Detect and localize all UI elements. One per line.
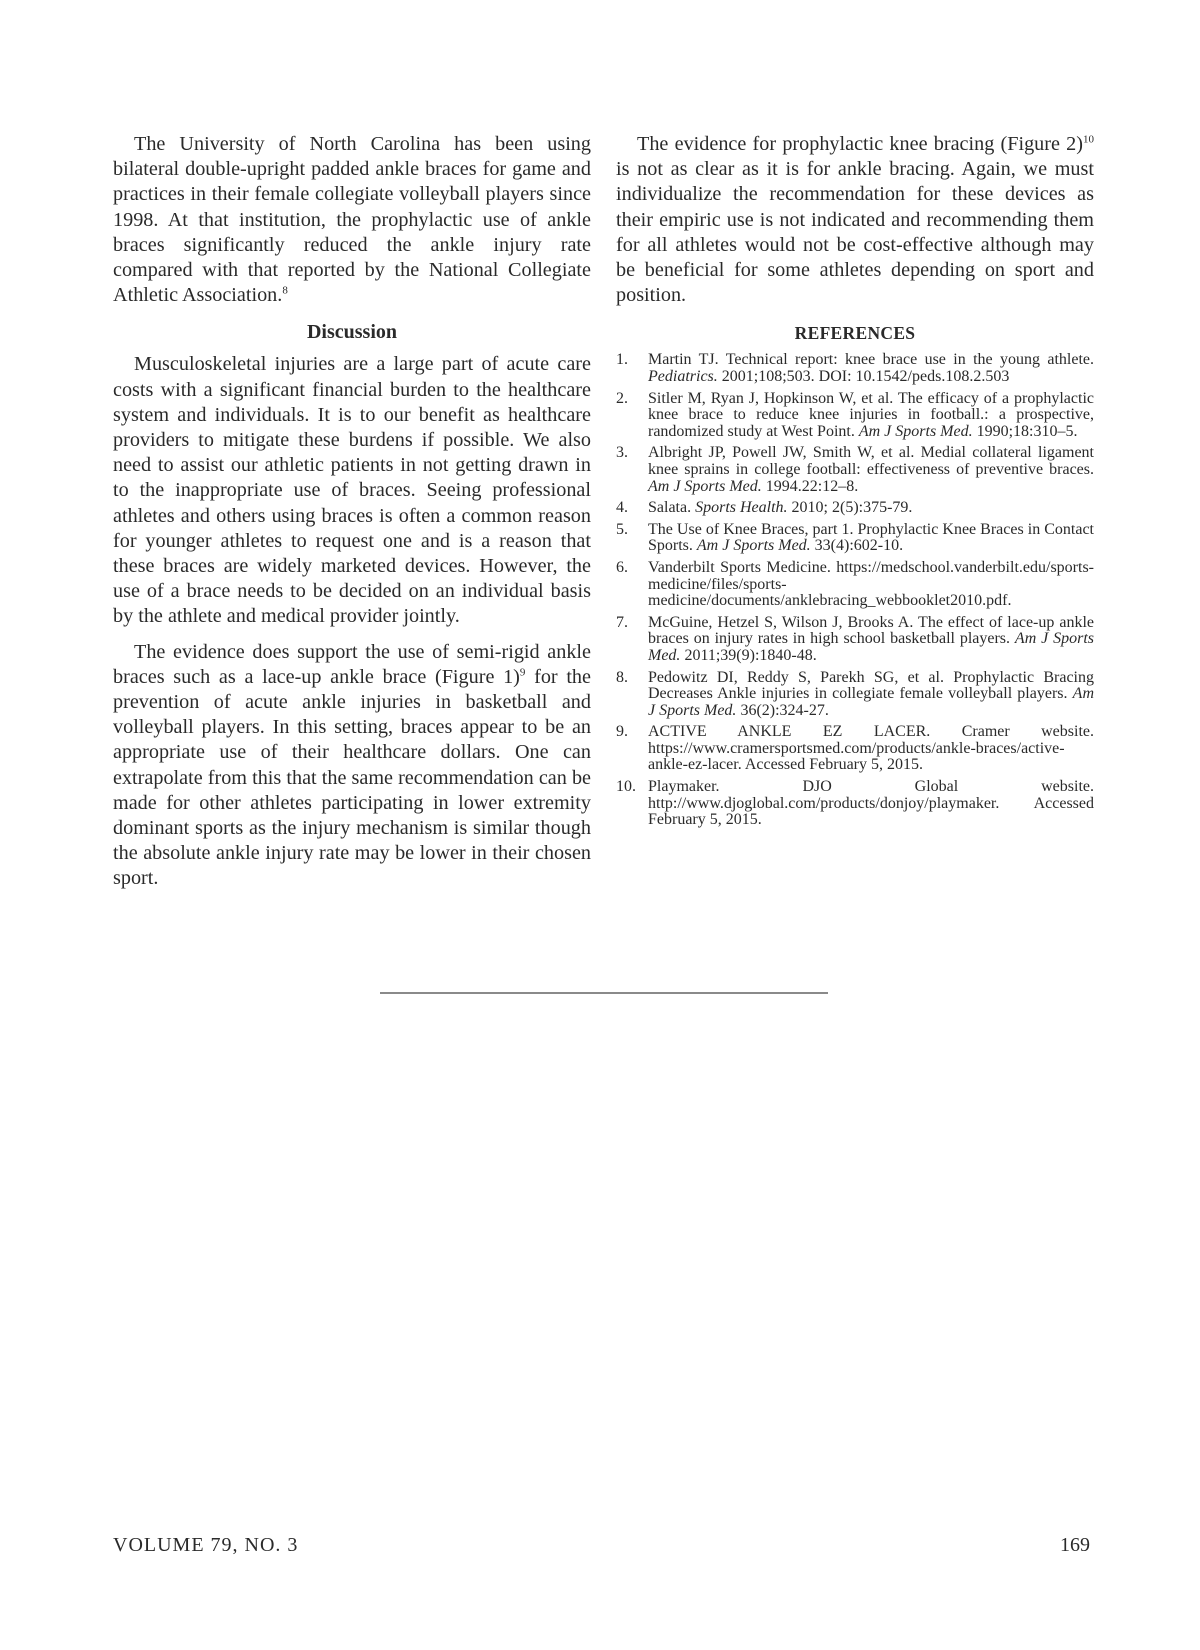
reference-journal: Am J Sports Med.	[696, 537, 811, 555]
paragraph-semi-rigid-evidence	[113, 640, 591, 892]
reference-citation-detail: 1990;18:310–5.	[972, 422, 1078, 440]
reference-text: Pedowitz DI, Reddy S, Parekh SG, et al. Prophylactic Bracing Decreases Ankle injuries in collegiate female volleyball players.	[648, 668, 1094, 703]
reference-number: 6.	[616, 558, 628, 576]
reference-text: Playmaker. DJO Global website. http://www.djoglobal.com/products/donjoy/playmaker. Accessed February 5, 2015.	[648, 778, 1094, 829]
paragraph-musculoskeletal: Musculoskeletal injuries are a large part of acute care costs with a significant financial burden to the healthcare system and individuals. It is to our benefit as healthcare providers to mitigate these burdens if possible. We also need to assist our athletic patients in not getting drawn in to the inappropriate use of braces. Seeing professional athletes and others using braces is often a common reason for younger athletes to request one and is a reason that these braces are widely marketed devices. However, the use of a brace needs to be decided on an individual basis by the athlete and medical provider jointly.	[113, 353, 591, 628]
reference-item	[616, 522, 1094, 555]
reference-number: 10.	[616, 778, 636, 796]
reference-text: McGuine, Hetzel S, Wilson J, Brooks A. The effect of lace-up ankle braces on injury rates in high school basketball players.	[648, 613, 1094, 648]
citation-superscript: 8	[282, 284, 288, 297]
reference-journal: Am J Sports Med.	[648, 630, 1095, 664]
reference-item	[616, 779, 1094, 829]
reference-journal: Sports Health.	[695, 499, 788, 517]
paragraph-unc-braces	[113, 132, 591, 308]
reference-citation-detail: 36(2):324-27.	[736, 701, 829, 719]
citation-superscript: 10	[1083, 133, 1094, 146]
reference-journal: Am J Sports Med.	[858, 422, 973, 440]
reference-item	[616, 615, 1094, 665]
section-divider	[380, 992, 828, 994]
reference-journal: Pediatrics.	[648, 368, 718, 386]
references-heading: REFERENCES	[794, 323, 916, 344]
reference-text: Albright JP, Powell JW, Smith W, et al. Medial collateral ligament knee sprains in college football: effectiveness of preventive braces.	[648, 444, 1094, 478]
reference-item	[616, 445, 1094, 495]
reference-number: 8.	[616, 668, 628, 686]
reference-number: 1.	[616, 351, 628, 369]
reference-item	[616, 352, 1094, 385]
citation-superscript: 9	[519, 666, 526, 679]
reference-number: 3.	[616, 444, 628, 462]
paragraph-knee-bracing	[616, 132, 1094, 308]
reference-text: Vanderbilt Sports Medicine. https://medschool.vanderbilt.edu/sports-medicine/files/sports-medicine/documents/anklebracing_webbooklet2010.pdf.	[648, 558, 1094, 610]
reference-text: Sitler M, Ryan J, Hopkinson W, et al. The efficacy of a prophylactic knee brace to reduce knee injuries in football.: a prospective, randomized study at West Point.	[648, 389, 1094, 440]
reference-item	[616, 500, 1094, 517]
reference-journal: Am J Sports Med.	[648, 685, 1094, 719]
reference-citation-detail: 2010; 2(5):375-79.	[787, 499, 913, 517]
reference-number: 7.	[616, 613, 628, 631]
paragraph-text: The evidence does support the use of semi-rigid ankle braces such as a lace-up ankle brace (Figure 1)	[113, 640, 591, 688]
references-list	[616, 352, 1094, 828]
reference-number: 5.	[616, 520, 628, 538]
footer-page-number: 169	[1060, 1534, 1090, 1556]
right-column	[616, 132, 1094, 834]
reference-number: 4.	[616, 499, 628, 517]
reference-item	[616, 391, 1094, 441]
reference-number: 2.	[616, 389, 628, 407]
reference-journal: Am J Sports Med.	[648, 477, 762, 495]
paragraph-text: The University of North Carolina has been using bilateral double-upright padded ankle braces for game and practices in their female collegiate volleyball players since 1998. At that institution, the prophylactic use of ankle braces significantly reduced the ankle injury rate compared with that reported by the National Collegiate Athletic Association.	[113, 133, 591, 307]
footer-volume: VOLUME 79, NO. 3	[113, 1534, 299, 1556]
reference-text: Martin TJ. Technical report: knee brace use in the young athlete.	[648, 351, 1094, 369]
reference-text: ACTIVE ANKLE EZ LACER. Cramer website. https://www.cramersportsmed.com/products/ankle-braces/active-ankle-ez-lacer. Accessed February 5, 2015.	[648, 723, 1094, 774]
reference-number: 9.	[616, 723, 628, 741]
paragraph-text: is not as clear as it is for ankle bracing. Again, we must individualize the recommendation for these devices as their empiric use is not indicated and recommending them for all athletes would not be cost-effective although may be beneficial for some athletes depending on sport and position.	[616, 158, 1094, 307]
left-column	[113, 132, 591, 892]
paragraph-text: for the prevention of acute ankle injuries in basketball and volleyball players. In this setting, braces appear to be an appropriate use of their healthcare dollars. One can extrapolate from this that the same recommendation can be made for other athletes participating in lower extremity dominant sports as the injury mechanism is similar though the absolute ankle injury rate may be lower in their chosen sport.	[113, 665, 591, 890]
reference-item	[616, 724, 1094, 774]
reference-citation-detail: 33(4):602-10.	[810, 537, 904, 555]
reference-item	[616, 560, 1094, 610]
reference-citation-detail: 2011;39(9):1840-48.	[680, 646, 817, 664]
reference-text: Salata.	[648, 499, 696, 517]
reference-citation-detail: 2001;108;503. DOI: 10.1542/peds.108.2.503	[717, 368, 1010, 386]
reference-text: The Use of Knee Braces, part 1. Prophylactic Knee Braces in Contact Sports.	[648, 520, 1094, 555]
section-heading-discussion: Discussion	[306, 321, 398, 344]
paragraph-text: The evidence for prophylactic knee bracing (Figure 2)	[637, 133, 1083, 155]
reference-item	[616, 670, 1094, 720]
reference-citation-detail: 1994.22:12–8.	[761, 477, 859, 495]
